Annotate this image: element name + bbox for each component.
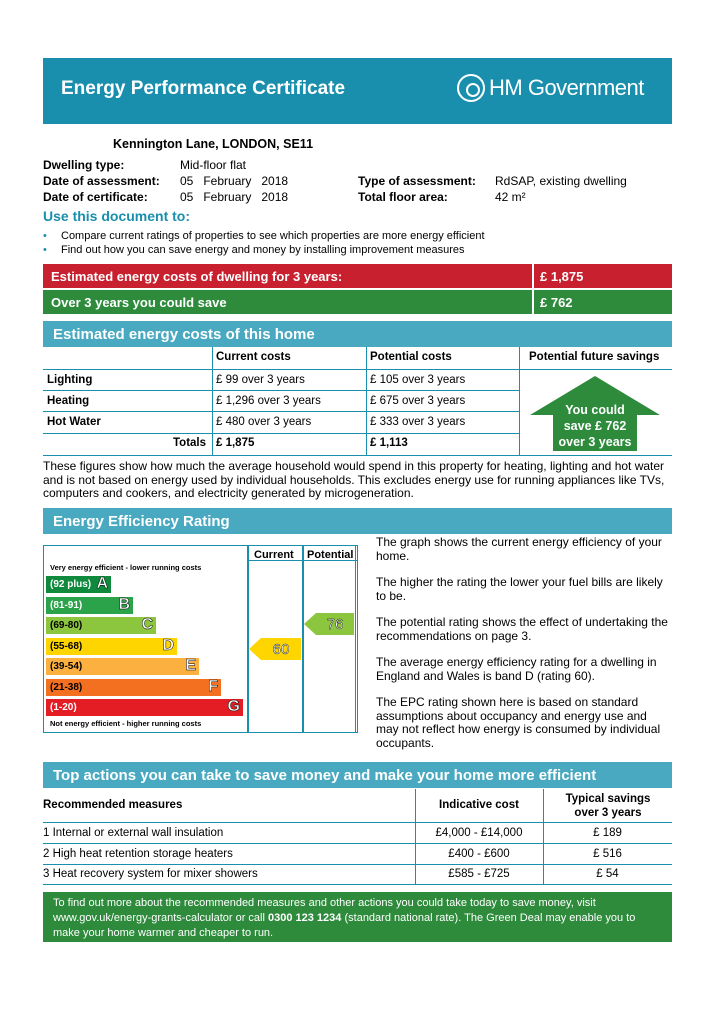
table-row: 1 Internal or external wall insulation <box>43 827 224 839</box>
savings-value: £ 762 <box>534 290 672 314</box>
footer-phone[interactable]: 0300 123 1234 <box>268 912 342 924</box>
list-item: • Compare current ratings of properties to see which properties are more energy efficient <box>43 230 485 242</box>
actions-section-title: Top actions you can take to save money and make your home more efficient <box>43 762 672 788</box>
band-letter: C <box>141 616 153 633</box>
col-future-savings: Potential future savings <box>529 351 660 363</box>
band-range: (55-68) <box>50 640 83 652</box>
band-range: (92 plus) <box>50 579 92 590</box>
property-address: Kennington Lane, LONDON, SE11 <box>113 137 314 151</box>
footer-text-end: (standard national rate). The Green Deal may enable you to make your home warmer and cheaper to run. <box>53 912 636 939</box>
band-f <box>46 679 221 696</box>
row-heating: Heating <box>47 395 90 407</box>
estimated-cost-label: Estimated energy costs of dwelling for 3 years: <box>43 264 532 288</box>
list-item: • Find out how you can save energy and money by installing improvement measures <box>43 244 465 256</box>
potential-rating-value: 76 <box>326 616 344 633</box>
rating-paragraph: The EPC rating shown here is based on standard assumptions about occupancy and energy use and may not reflect how energy is consumed by individual occupants. <box>376 695 661 750</box>
table-row: 2 High heat retention storage heaters <box>43 848 233 860</box>
date-certificate-value: 05 February 2018 <box>180 190 289 204</box>
band-letter: A <box>96 575 108 592</box>
current-rating-marker <box>249 638 301 660</box>
hm-government-logo <box>457 74 644 102</box>
rating-explanation <box>376 536 672 750</box>
top-note: Very energy efficient - lower running costs <box>50 563 202 572</box>
rating-chart <box>43 545 358 733</box>
col-typical-savings: Typical savings over 3 years <box>565 793 651 819</box>
savings-label: Over 3 years you could save <box>43 290 532 314</box>
use-document-list <box>43 229 485 257</box>
band-a <box>46 576 111 593</box>
bottom-note: Not energy efficient - higher running costs <box>50 719 202 728</box>
savings-arrow-line3: over 3 years <box>558 435 632 449</box>
band-range: (81-91) <box>50 599 83 611</box>
date-certificate-label: Date of certificate: <box>43 190 148 204</box>
royal-crest-icon <box>457 74 485 102</box>
savings-bar <box>43 290 672 314</box>
col-potential-rating: Potential <box>307 549 354 561</box>
dwelling-type-label: Dwelling type: <box>43 158 125 172</box>
savings-arrow <box>529 375 661 451</box>
band-g <box>46 699 243 716</box>
lighting-current: £ 99 over 3 years <box>216 374 305 386</box>
footer-note <box>43 892 672 942</box>
total-current: £ 1,875 <box>216 437 255 449</box>
band-letter: B <box>118 595 130 613</box>
floor-area-label: Total floor area: <box>358 190 448 204</box>
brand-text: HM Government <box>489 75 644 100</box>
floor-area-value: 42 m² <box>495 190 526 204</box>
type-assessment-value: RdSAP, existing dwelling <box>495 174 627 188</box>
band-letter: G <box>227 698 240 715</box>
table-cell: £400 - £600 <box>448 848 510 860</box>
heating-current: £ 1,296 over 3 years <box>216 395 321 407</box>
band-letter: E <box>185 657 196 674</box>
band-e <box>46 658 199 675</box>
savings-arrow-line1: You could <box>565 403 625 417</box>
band-range: (21-38) <box>50 681 83 693</box>
band-letter: F <box>208 677 218 695</box>
bullet-icon: • <box>43 244 47 256</box>
rating-paragraph: The higher the rating the lower your fuel bills are likely to be. <box>376 575 663 603</box>
totals-label: Totals <box>173 437 207 449</box>
date-assessment-value: 05 February 2018 <box>180 174 289 188</box>
rating-paragraph: The graph shows the current energy efficiency of your home. <box>376 535 662 563</box>
dwelling-type-value: Mid-floor flat <box>180 158 247 172</box>
costs-section-title: Estimated energy costs of this home <box>43 321 672 347</box>
band-b <box>46 597 133 614</box>
use-document-title: Use this document to: <box>43 208 191 224</box>
col-potential: Potential costs <box>370 351 452 363</box>
rating-paragraph: The average energy efficiency rating for a dwelling in England and Wales is band D (rating 60). <box>376 655 657 683</box>
band-range: (69-80) <box>50 620 83 631</box>
epc-header <box>43 58 672 124</box>
band-range: (39-54) <box>50 661 83 672</box>
table-cell: £ 189 <box>593 827 622 839</box>
col-current: Current costs <box>216 351 291 363</box>
potential-rating-marker <box>304 613 354 635</box>
band-letter: D <box>162 636 174 654</box>
band-d <box>46 638 177 655</box>
band-range: (1-20) <box>50 702 77 713</box>
actions-table <box>43 789 672 885</box>
estimated-cost-bar <box>43 264 672 288</box>
hotwater-current: £ 480 over 3 years <box>216 416 312 428</box>
savings-arrow-line2: save £ 762 <box>563 419 627 433</box>
col-measures: Recommended measures <box>43 799 183 811</box>
type-assessment-label: Type of assessment: <box>358 174 476 188</box>
heating-potential: £ 675 over 3 years <box>370 395 466 407</box>
date-assessment-label: Date of assessment: <box>43 174 160 188</box>
table-row: 3 Heat recovery system for mixer showers <box>43 868 258 880</box>
rating-section-title: Energy Efficiency Rating <box>43 508 672 534</box>
current-rating-value: 60 <box>272 641 290 658</box>
row-hot-water: Hot Water <box>47 416 101 428</box>
lighting-potential: £ 105 over 3 years <box>370 374 466 386</box>
col-indicative-cost: Indicative cost <box>439 799 519 811</box>
band-c <box>46 617 156 634</box>
footer-text: To find out more about the recommended measures and other actions you could take today to save money, visit www.gov.uk/energy-grants-calculator or call <box>53 897 596 924</box>
row-lighting: Lighting <box>47 374 93 386</box>
col-current-rating: Current <box>254 549 294 561</box>
rating-paragraph: The potential rating shows the effect of undertaking the recommendations on page 3. <box>376 615 668 643</box>
estimated-cost-value: £ 1,875 <box>534 264 672 288</box>
costs-note: These figures show how much the average household would spend in this property for heating, lighting and hot water and is not based on energy used by individual households. This excludes energy use for running appliances like TVs, computers and cookers, and electricity generated by microgeneration. <box>43 459 665 500</box>
table-cell: £ 54 <box>596 868 619 880</box>
hotwater-potential: £ 333 over 3 years <box>370 416 466 428</box>
page-title: Energy Performance Certificate <box>61 78 346 99</box>
table-cell: £585 - £725 <box>448 868 510 880</box>
costs-table <box>43 347 672 456</box>
bullet-icon: • <box>43 230 47 242</box>
table-cell: £ 516 <box>593 848 622 860</box>
total-potential: £ 1,113 <box>370 437 408 449</box>
table-cell: £4,000 - £14,000 <box>435 827 523 839</box>
